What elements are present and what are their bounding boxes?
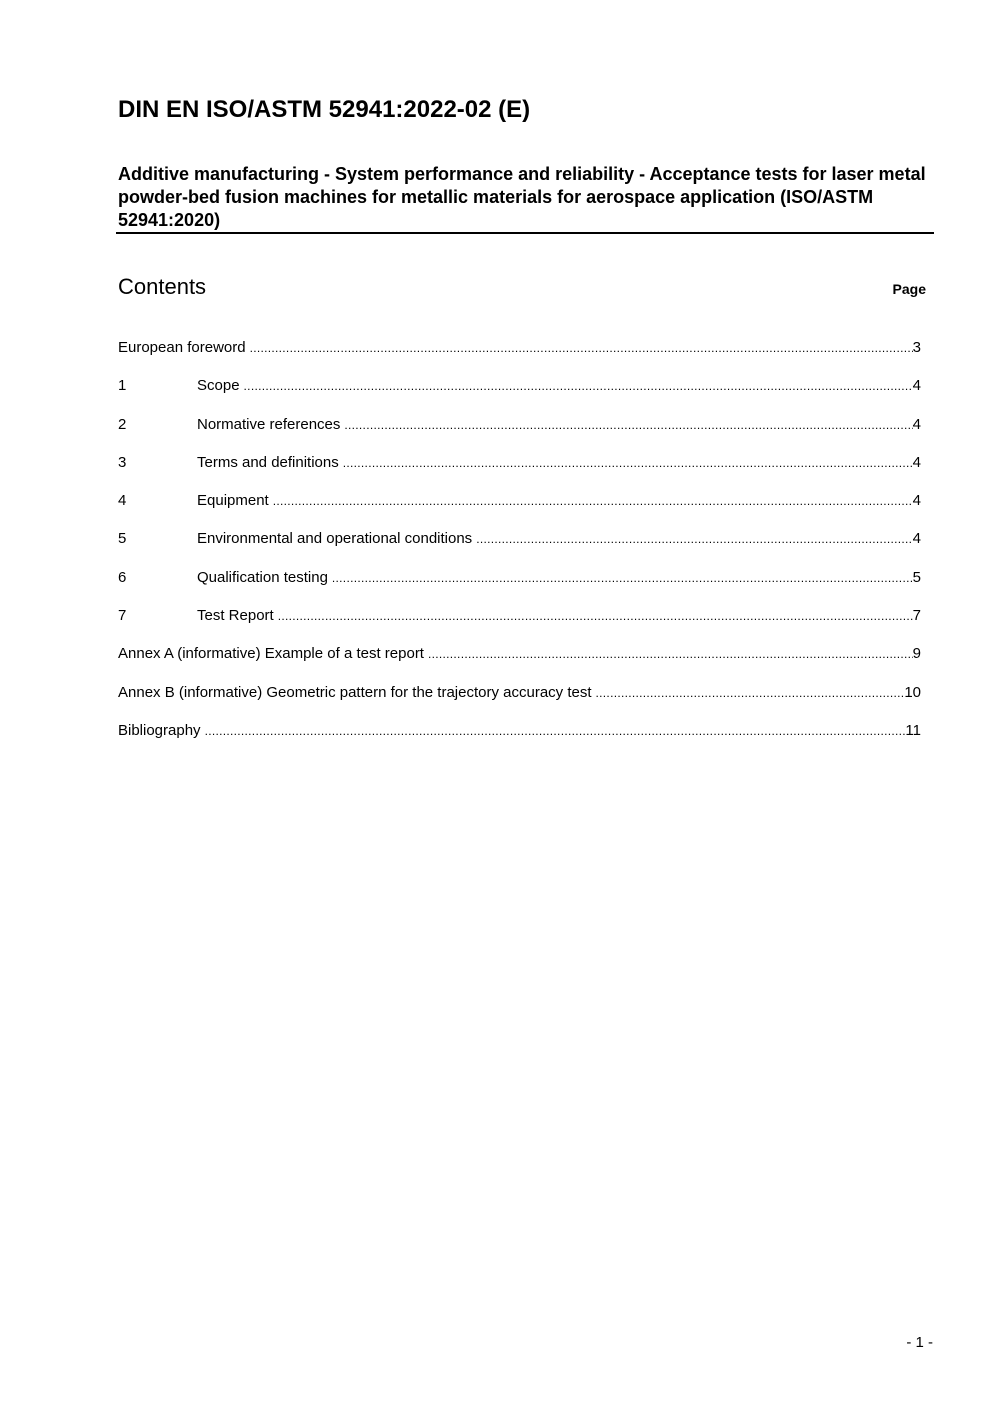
toc-entry-number: 1 bbox=[118, 377, 127, 395]
toc-entry-scope[interactable] bbox=[118, 376, 921, 414]
page-column-label: Page bbox=[892, 281, 926, 297]
toc-entry-text: European foreword bbox=[118, 339, 246, 356]
toc-entry-number: 4 bbox=[118, 492, 127, 510]
toc-entry-text: Annex A (informative) Example of a test report bbox=[118, 645, 424, 663]
toc-entry-text: Qualification testing bbox=[197, 568, 328, 586]
toc-entry-bibliography[interactable] bbox=[118, 721, 921, 759]
toc-entry-number: 7 bbox=[118, 607, 127, 625]
toc-entry-text: Test Report bbox=[197, 607, 274, 625]
toc-entry-annex-a[interactable] bbox=[118, 644, 921, 682]
toc-entry-terms-and-definitions[interactable] bbox=[118, 453, 921, 491]
toc-entry-page: 4 bbox=[912, 530, 921, 548]
toc-entry-annex-b[interactable] bbox=[118, 683, 921, 721]
title-divider bbox=[116, 232, 934, 234]
toc-entry-text: Scope bbox=[197, 377, 240, 395]
toc-entry-text: Normative references bbox=[197, 415, 341, 433]
toc-leader-dots bbox=[205, 721, 906, 741]
toc-entry-page: 7 bbox=[912, 607, 921, 625]
toc-entry-text: Annex B (informative) Geometric pattern for the trajectory accuracy test bbox=[118, 683, 592, 701]
toc-leader-dots bbox=[343, 453, 913, 473]
toc-entry-qualification-testing[interactable] bbox=[118, 568, 921, 606]
toc-entry-page: 11 bbox=[905, 721, 921, 739]
toc-entry-european-foreword[interactable] bbox=[118, 338, 921, 376]
toc-entry-page: 4 bbox=[912, 453, 921, 471]
toc-entry-equipment[interactable] bbox=[118, 491, 921, 529]
toc-entry-page: 4 bbox=[912, 415, 921, 433]
toc-entry-page: 3 bbox=[912, 339, 921, 356]
document-subtitle: Additive manufacturing - System performance and reliability - Acceptance tests for laser metal powder-bed fusion machines for metallic materials for aerospace application (ISO/ASTM 52941:2020) bbox=[118, 164, 926, 230]
toc-leader-dots bbox=[476, 529, 912, 549]
toc-entry-test-report[interactable] bbox=[118, 606, 921, 644]
toc-leader-dots bbox=[273, 491, 913, 511]
toc-entry-environmental-conditions[interactable] bbox=[118, 529, 921, 567]
toc-entry-normative-references[interactable] bbox=[118, 415, 921, 453]
toc-entry-number: 6 bbox=[118, 568, 127, 586]
contents-heading: Contents bbox=[118, 274, 207, 299]
toc-leader-dots bbox=[332, 568, 913, 588]
toc-entry-text: Environmental and operational conditions bbox=[197, 530, 473, 548]
toc-leader-dots bbox=[244, 376, 913, 396]
toc-entry-number: 5 bbox=[118, 530, 127, 548]
toc-leader-dots bbox=[250, 338, 913, 358]
toc-entry-page: 5 bbox=[912, 568, 921, 586]
toc-leader-dots bbox=[278, 606, 913, 626]
toc-entry-page: 4 bbox=[912, 492, 921, 510]
toc-entry-page: 10 bbox=[904, 683, 921, 701]
toc-entry-text: Bibliography bbox=[118, 721, 201, 739]
toc-entry-text: Equipment bbox=[197, 492, 269, 510]
toc-entry-number: 2 bbox=[118, 415, 127, 433]
toc-entry-page: 9 bbox=[912, 645, 921, 663]
toc-entry-text: Terms and definitions bbox=[197, 453, 339, 471]
page-number: - 1 - bbox=[906, 1334, 933, 1351]
toc-entry-page: 4 bbox=[912, 377, 921, 395]
table-of-contents bbox=[118, 338, 921, 759]
toc-entry-number: 3 bbox=[118, 453, 127, 471]
toc-leader-dots bbox=[344, 415, 912, 435]
toc-leader-dots bbox=[596, 683, 905, 703]
document-title: DIN EN ISO/ASTM 52941:2022-02 (E) bbox=[118, 96, 531, 123]
toc-leader-dots bbox=[428, 644, 913, 664]
